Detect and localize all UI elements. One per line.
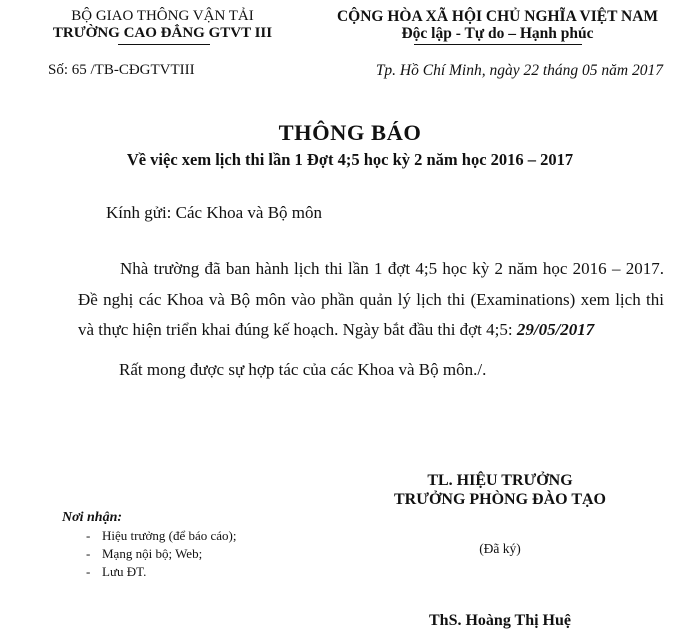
ministry-name: BỘ GIAO THÔNG VẬN TẢI — [71, 8, 254, 24]
signature-title-1: TL. HIỆU TRƯỞNG — [427, 472, 573, 489]
signer-name: ThS. Hoàng Thị Huệ — [429, 612, 571, 629]
exam-start-date: 29/05/2017 — [516, 320, 595, 339]
place-and-date: Tp. Hồ Chí Minh, ngày 22 tháng 05 năm 2017 — [375, 62, 663, 79]
header-right-block — [325, 8, 670, 42]
list-bullet: - — [86, 564, 91, 579]
signature-title-2: TRƯỞNG PHÒNG ĐÀO TẠO — [393, 491, 606, 508]
main-paragraph — [78, 254, 664, 346]
document-number: Số: 65 /TB-CĐGTVTIII — [48, 62, 195, 78]
list-bullet: - — [86, 546, 91, 561]
nation-name: CỘNG HÒA XÃ HỘI CHỦ NGHĨA VIỆT NAM — [336, 8, 659, 25]
list-item-text: Hiệu trưởng (để báo cáo); — [102, 528, 237, 543]
recipient-line: Kính gửi: Các Khoa và Bộ môn — [106, 203, 323, 222]
list-item-text: Mạng nội bộ; Web; — [102, 546, 203, 561]
signed-note: (Đã ký) — [479, 541, 521, 556]
motto-underline — [414, 44, 582, 45]
list-item-text: Lưu ĐT. — [102, 564, 147, 579]
header-left-block — [30, 8, 295, 42]
school-name: TRƯỜNG CAO ĐẲNG GTVT III — [52, 25, 273, 41]
list-bullet: - — [86, 528, 91, 543]
national-motto: Độc lập - Tự do – Hạnh phúc — [401, 25, 594, 42]
document-title: THÔNG BÁO — [278, 120, 422, 145]
school-underline — [118, 44, 210, 45]
document-subject: Về việc xem lịch thi lần 1 Đợt 4;5 học kỳ 2 năm học 2016 – 2017 — [126, 150, 574, 169]
main-paragraph-text: Nhà trường đã ban hành lịch thi lần 1 đợt 4;5 học kỳ 2 năm học 2016 – 2017. Đề nghị các Khoa và Bộ môn vào phần quản lý lịch thi (Examinations) xem lịch thi và thực hiện triển khai đúng kế hoạch. Ngày bắt đầu thi đợt 4;5: — [78, 259, 664, 339]
closing-sentence: Rất mong được sự hợp tác của các Khoa và Bộ môn./. — [119, 360, 487, 379]
recipients-label: Nơi nhận: — [62, 510, 123, 525]
